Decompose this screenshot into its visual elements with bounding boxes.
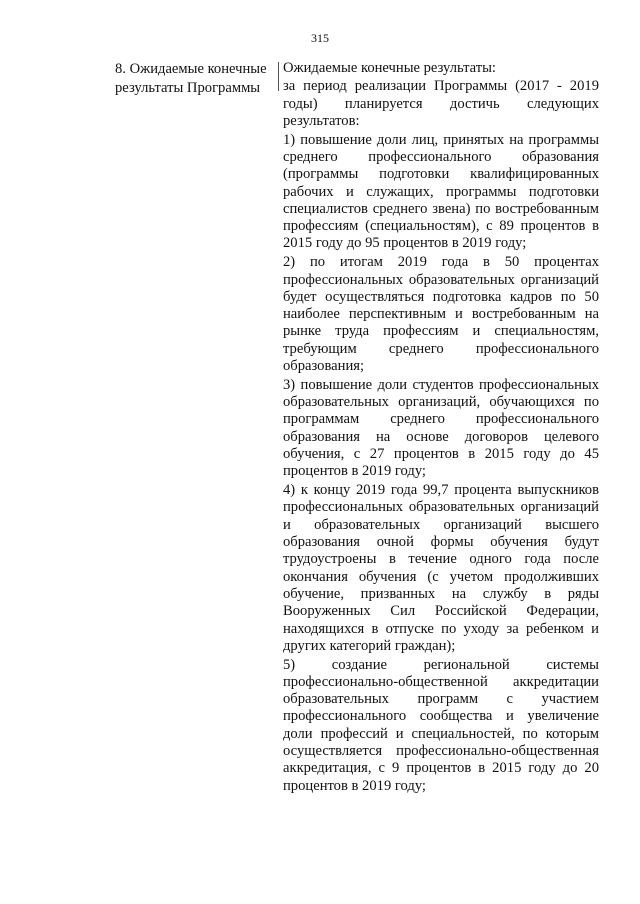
result-item-1: 1) повышение доли лиц, принятых на программы среднего профессионального образования (программы подготовки квалифицированных рабочих и служащих, программы подготовки специалистов среднего звена) по востребованным профессиям (специальностям), с 89 процентов в 2015 году до 95 процентов в 2019 году;	[283, 131, 599, 252]
result-item-3: 3) повышение доли студентов профессиональных образовательных организаций, обучающихся по программам среднего профессионального образования на основе договоров целевого обучения, с 27 процентов в 2015 году до 45 процентов в 2019 году;	[283, 376, 599, 480]
content-intro: за период реализации Программы (2017 - 2019 годы) планируется достичь следующих результатов:	[283, 78, 599, 129]
section-label-line-1: 8. Ожидаемые конечные	[115, 61, 267, 77]
content-heading: Ожидаемые конечные результаты:	[283, 60, 496, 76]
result-item-5: 5) создание региональной системы профессионально-общественной аккредитации образовательных программ с участием профессионального сообщества и увеличение доли профессий и специальностей, по которым осуществляется профессионально-общественная аккредитация, с 9 процентов в 2015 году до 20 процентов в 2019 году;	[283, 656, 599, 794]
page-number: 315	[311, 31, 329, 45]
section-label	[115, 60, 277, 98]
section-content	[283, 60, 599, 796]
section-label-line-2: результаты Программы	[115, 80, 261, 96]
result-item-2: 2) по итогам 2019 года в 50 процентах профессиональных образовательных организаций будет осуществляться подготовка кадров по 50 наиболее перспективным и востребованным на рынке труда профессиям и специальностям, требующим среднего профессионального образования;	[283, 254, 599, 375]
result-item-4: 4) к концу 2019 года 99,7 процента выпускников профессиональных образовательных организаций и образовательных организаций высшего образования очной формы обучения будут трудоустроены в течение одного года после окончания обучения (с учетом продолживших обучение, призванных на службу в ряды Вооруженных Сил Российской Федерации, находящихся в отпуске по уходу за ребенком и других категорий граждан);	[283, 482, 599, 654]
table-divider	[278, 62, 279, 91]
